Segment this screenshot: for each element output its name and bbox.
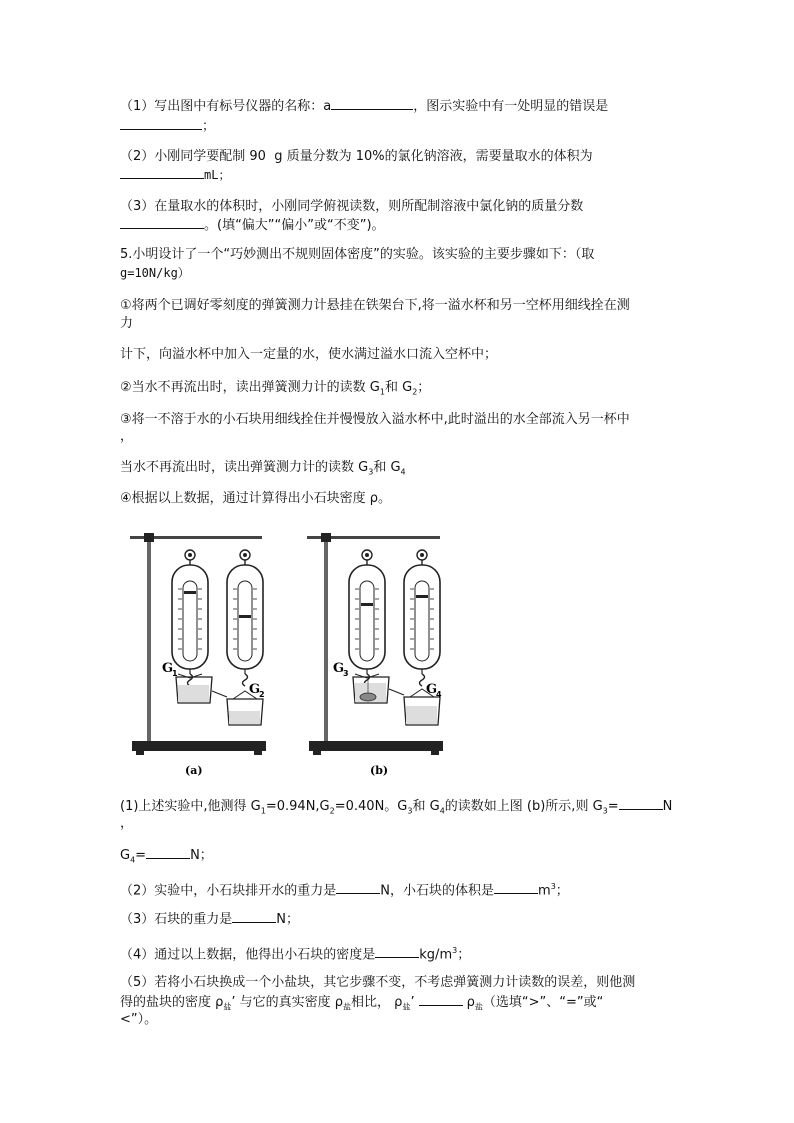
sub: 4 (130, 855, 136, 865)
g4-label: G (426, 682, 438, 697)
q5-1-text: =0.40N。G (334, 799, 408, 814)
q5-1-text: 和 G (412, 799, 440, 814)
sub: 1 (379, 387, 385, 397)
q5-1-line-3 (120, 846, 213, 870)
q5-1-line (120, 797, 672, 821)
q4-1-line-2 (120, 117, 215, 136)
sub: 4 (400, 467, 406, 477)
answer-blank[interactable] (120, 216, 204, 229)
g3-label: G (333, 661, 345, 676)
step1-line-2 (120, 315, 133, 333)
q5-2-line (120, 878, 569, 900)
step4-line (120, 490, 391, 508)
q4-3-text: （3）在量取水的体积时，小刚同学俯视读数，则所配制溶液中氯化钠的质量分数 (120, 199, 584, 214)
spring-scale-g3 (349, 550, 385, 686)
q5-5-text: （5）若将小石块换成一个小盐块，其它步骤不变，不考虑弹簧测力计读数的误差，则他测 (120, 975, 636, 990)
q5-1-text: 的读数如上图 (b)所示,则 G (444, 799, 603, 814)
step3-text-c: 当水不再流出时，读出弹簧测力计的读数 G (120, 460, 369, 475)
problem5-intro (120, 246, 594, 264)
g3-sub: 3 (343, 669, 349, 678)
g1-label: G (162, 661, 174, 676)
step3-line-2 (120, 428, 133, 446)
step4-text: ④根据以上数据，通过计算得出小石块密度 ρ。 (120, 491, 392, 506)
caption-b: (b) (370, 764, 389, 777)
answer-blank[interactable] (494, 881, 538, 894)
sub: 2 (412, 387, 418, 397)
step1-text: ①将两个已调好零刻度的弹簧测力计悬挂在铁架台下,将一溢水杯和另一空杯用细线拴在测 (120, 298, 630, 313)
q4-1-text-b: ，图示实验中有一处明显的错误是 (413, 99, 609, 114)
q5-5-line (120, 974, 635, 992)
answer-blank-g3[interactable] (619, 797, 663, 810)
q4-3-line (120, 198, 583, 216)
answer-blank[interactable] (120, 166, 204, 179)
q5-4-text: （4）通过以上数据，他得出小石块的密度是 (120, 947, 376, 963)
spring-scale-g4 (404, 550, 440, 686)
problem5-intro-2 (120, 264, 190, 282)
q4-2-text: （2）小刚同学要配制 90 g 质量分数为 10%的氯化钠溶液，需要量取水的体积为 (120, 149, 593, 164)
q5-1-text: G (120, 848, 131, 863)
q5-5-text: ρ (466, 995, 475, 1010)
sub: 盐 (223, 1002, 232, 1012)
q5-3-line (120, 910, 299, 929)
q5-4-text: ； (457, 947, 471, 963)
sub: 盐 (474, 1002, 483, 1012)
g4-sub: 4 (436, 690, 442, 699)
step3-text-b: ， (120, 429, 134, 444)
q5-1-text: (1)上述实验中,他测得 G (120, 799, 261, 814)
q5-3-text: N； (276, 912, 300, 927)
q4-2-unit: mL； (204, 168, 231, 182)
step3-line (120, 411, 630, 429)
q4-3-text-b: 。(填“偏大”“偏小”或“不变”)。 (204, 218, 385, 233)
answer-blank[interactable] (375, 945, 419, 958)
answer-blank[interactable] (419, 993, 463, 1006)
g2-sub: 2 (259, 690, 265, 699)
sub: 3 (602, 806, 608, 816)
step1-line-3 (120, 346, 497, 364)
answer-blank[interactable] (331, 97, 413, 110)
q4-2-line (120, 148, 593, 166)
answer-blank[interactable] (232, 910, 276, 923)
sup: 3 (550, 882, 556, 891)
q5-5-line-2 (120, 993, 603, 1017)
step2-line: ②当水不再流出时，读出弹簧测力计的读数 $G_1$和 $G_2$； (120, 380, 431, 397)
sub: 3 (368, 467, 374, 477)
stand-b (307, 533, 443, 755)
q5-4-line (120, 942, 470, 964)
g2-label: G (249, 682, 261, 697)
step3-text: ③将一不溶于水的小石块用细线拴住并慢慢放入溢水杯中,此时溢出的水全部流入另一杯中 (120, 412, 630, 427)
q5-4-unit: kg/m (419, 947, 453, 963)
q4-1-line (120, 97, 608, 116)
q5-1-text: = (607, 799, 619, 814)
q5-5-line-3 (120, 1011, 157, 1029)
step1-text-c: 计下，向溢水杯中加入一定量的水，使水满过溢水口流入空杯中； (120, 347, 498, 362)
q4-1-text-c: ； (202, 119, 216, 134)
q5-5-text: <”）。 (120, 1012, 158, 1027)
q4-2-line-2 (120, 166, 230, 185)
q5-1-unit: N； (190, 848, 213, 863)
answer-blank-g4[interactable] (146, 846, 190, 859)
q5-2-unit: m (538, 883, 551, 899)
sub: 3 (407, 806, 413, 816)
q5-1-text: =0.94N,G (265, 799, 330, 814)
spring-scale-g1 (172, 550, 208, 686)
q5-3-text: （3）石块的重力是 (120, 912, 233, 927)
sub: 盐 (402, 1002, 411, 1012)
stand-a (130, 533, 266, 755)
q5-5-text: ’ 与它的真实密度 ρ (231, 995, 344, 1010)
q4-1-text: （1）写出图中有标号仪器的名称：a (120, 99, 332, 114)
sub: 1 (260, 806, 266, 816)
q5-1-line-2 (120, 815, 133, 833)
step2-text: ②当水不再流出时，读出弹簧测力计的读数 G (120, 380, 380, 395)
answer-blank[interactable] (120, 117, 202, 130)
step3-line-3: 当水不再流出时，读出弹簧测力计的读数 $G_3$和 $G_4$ (120, 460, 406, 477)
spring-scale-figure (128, 527, 468, 782)
q5-5-text: （选填“>”、“=”或“ (482, 995, 604, 1010)
q5-1-comma: ， (120, 816, 134, 831)
problem5-intro-text-2: g=10N/kg） (120, 266, 190, 280)
q5-5-text: 相比， ρ (351, 995, 403, 1010)
sub: 盐 (343, 1002, 352, 1012)
q5-1-text: = (135, 848, 147, 863)
sub: 2 (329, 806, 335, 816)
problem5-intro-text: 5.小明设计了一个“巧妙测出不规则固体密度”的实验。该实验的主要步骤如下：（取 (120, 247, 595, 262)
sub: 4 (439, 806, 445, 816)
q5-2-text: （2）实验中，小石块排开水的重力是 (120, 883, 337, 899)
q5-5-text: 得的盐块的密度 ρ (120, 995, 224, 1010)
q4-3-line-2 (120, 216, 385, 235)
caption-a: (a) (185, 764, 203, 777)
g1-sub: 1 (172, 669, 178, 678)
q5-1-unit: N (662, 799, 673, 814)
answer-blank[interactable] (336, 881, 380, 894)
sup: 3 (452, 946, 458, 955)
q5-2-text: N，小石块的体积是 (380, 883, 495, 899)
step1-line (120, 297, 630, 315)
step1-text-b: 力 (120, 316, 134, 331)
q5-2-text: ； (555, 883, 569, 899)
q5-5-text: ’ (410, 995, 415, 1010)
